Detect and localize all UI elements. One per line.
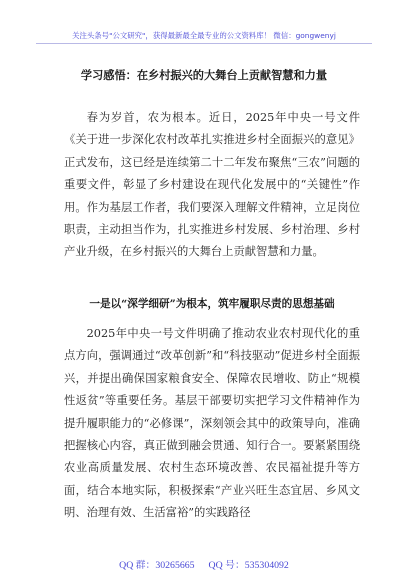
document-title: 学习感悟：在乡村振兴的大舞台上贡献智慧和力量 [80, 68, 328, 82]
intro-paragraph: 春为岁首，农为根本。近日，2025年中央一号文件《关于进一步深化农村改革扎实推进乡村全面振兴的意见》正式发布，这已经是连续第二十二年发布聚焦“三农”问题的重要文件，彰显了乡村建设在现代化发展中的“关键性”作用。作为基层工作者，我们要深入理解文件精神，立足岗位职责，主动担当作为，扎实推进乡村发展、乡村治理、乡村产业升级，在乡村振兴的大舞台上贡献智慧和力量。 [64, 111, 360, 259]
footer-contact [0, 557, 408, 571]
section-heading-1: 一是以“深学细研”为根本，筑牢履职尽责的思想基础 [89, 298, 335, 310]
header-promo-note: 关注头条号"公文研究"，获得最新最全最专业的公文资料库！ 微信：gongwenyj [36, 31, 372, 44]
footer-qq-number: QQ 号：535304092 [208, 560, 289, 571]
footer-qq-group: QQ 群：30265665 [119, 560, 195, 571]
section-1-paragraph: 2025年中央一号文件明确了推动农业农村现代化的重点方向，强调通过“改革创新”和“科技驱动”促进乡村全面振兴，并提出确保国家粮食安全、保障农民增收、防止“规模性返贫”等重要任务。基层干部要切实把学习文件精神作为提升履职能力的“必修课”，深刻领会其中的政策导向，准确把握核心内容，真正做到融会贯通、知行合一。要紧紧围绕农业高质量发展、农村生态环境改善、农民福祉提升等方面，结合本地实际，积极探索“产业兴旺生态宜居、乡风文明、治理有效、生活富裕”的实践路径 [64, 327, 360, 520]
